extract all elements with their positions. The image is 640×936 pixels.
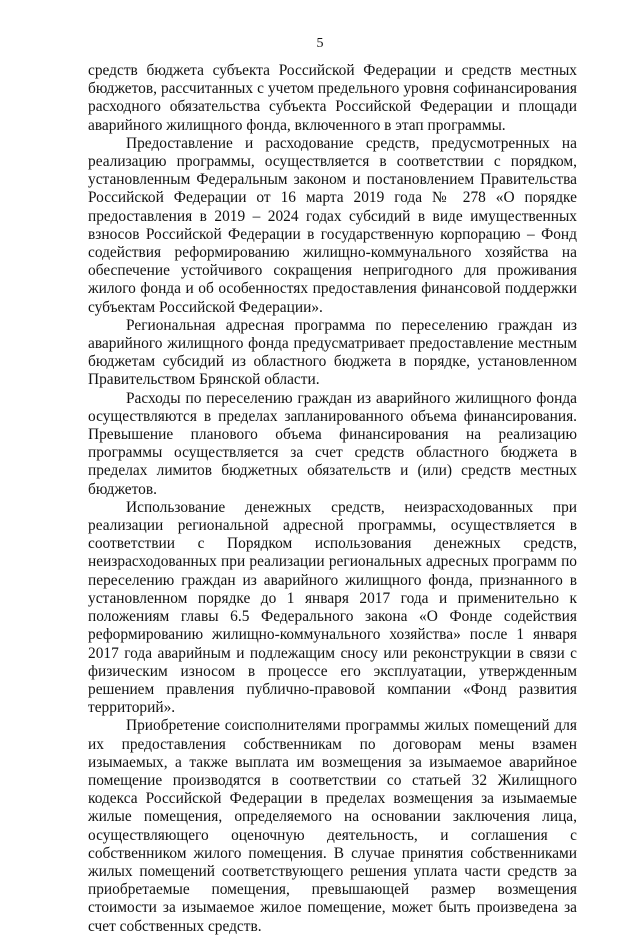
- paragraph-unused-funds: Использование денежных средств, неизрасходованных при реализации региональной адресной программы, осуществляется в соответствии с Порядком использования денежных средств, неизрасходованных при реализации региональных адресных программ по переселению граждан из аварийного жилищного фонда, признанного в установленном порядке до 1 января 2017 года и применительно к положениям главы 6.5 Федерального закона «О Фонде содействия реформированию жилищно-коммунального хозяйства» после 1 января 2017 года аварийным и подлежащим сносу или реконструкции в связи с физическим износом в процессе его эксплуатации, утвержденным решением правления публично-правовой компании «Фонд развития территорий».: [88, 498, 577, 717]
- page-number: 5: [316, 36, 324, 51]
- paragraph-housing-acquisition: Приобретение соисполнителями программы жилых помещений для их предоставления собственникам по договорам мены взамен изымаемых, а также выплата им возмещения за изымаемое аварийное помещение производятся в соответствии со статьей 32 Жилищного кодекса Российской Федерации в пределах возмещения за изымаемые жилые помещения, определяемого на основании заключения лица, осуществляющего оценочную деятельность, и соглашения с собственником жилого помещения. В случае принятия собственниками жилых помещений соответствующего решения уплата части средств за приобретаемые помещения, превышающей размер возмещения стоимости за изымаемое жилое помещение, может быть произведена за счет собственных средств.: [88, 717, 577, 935]
- document-body: [88, 62, 577, 936]
- paragraph-funding-procedure: Предоставление и расходование средств, предусмотренных на реализацию программы, осуществляется в соответствии с порядком, установленным Федеральным законом и постановлением Правительства Российской Федерации от 16 марта 2019 года № 278 «О порядке предоставления в 2019 – 2024 годах субсидий в виде имущественных взносов Российской Федерации в государственную корпорацию – Фонд содействия реформированию жилищно-коммунального хозяйства на обеспечение устойчивого сокращения непригодного для проживания жилого фонда и об особенностях предоставления финансовой поддержки субъектам Российской Федерации».: [88, 134, 577, 316]
- paragraph-regional-program: Региональная адресная программа по переселению граждан из аварийного жилищного фонда предусматривает предоставление местным бюджетам субсидий из областного бюджета в порядке, установленном Правительством Брянской области.: [88, 316, 577, 389]
- paragraph-continuation: средств бюджета субъекта Российской Федерации и средств местных бюджетов, рассчитанных с учетом предельного уровня софинансирования расходного обязательства субъекта Российской Федерации и площади аварийного жилищного фонда, включенного в этап программы.: [88, 62, 577, 134]
- paragraph-relocation-expenses: Расходы по переселению граждан из аварийного жилищного фонда осуществляются в пределах запланированного объема финансирования. Превышение планового объема финансирования на реализацию программы осуществляется за счет средств областного бюджета в пределах лимитов бюджетных обязательств и (или) средств местных бюджетов.: [88, 389, 577, 498]
